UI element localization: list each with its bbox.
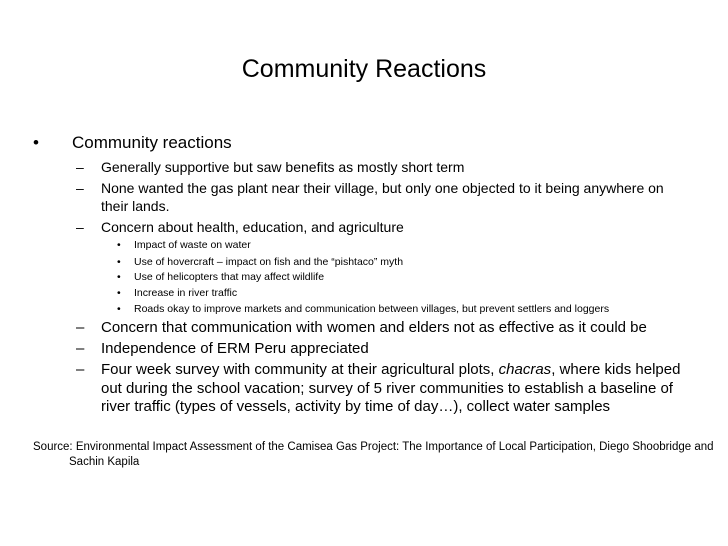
sub-bullet-text: Generally supportive but saw benefits as mostly short term xyxy=(101,159,465,175)
sub-sub-bullet-text: Impact of waste on water xyxy=(134,239,251,251)
sub-bullet-text: Independence of ERM Peru appreciated xyxy=(101,340,369,357)
dot-marker: • xyxy=(117,256,121,268)
dot-marker: • xyxy=(117,287,121,299)
sub-bullet-survey xyxy=(76,361,691,417)
sub-bullet-text xyxy=(101,361,691,417)
dash-marker: – xyxy=(76,219,84,235)
sub-bullet xyxy=(76,179,691,215)
survey-text-before: Four week survey with community at their agricultural plots, xyxy=(101,361,499,378)
sub-bullet-text: None wanted the gas plant near their village, but only one objected to it being anywhere on their lands. xyxy=(101,180,664,214)
bullet-marker: • xyxy=(33,133,39,152)
dot-marker: • xyxy=(117,239,121,251)
sub-bullet-text: Concern about health, education, and agriculture xyxy=(101,219,404,235)
sub-bullet-text: Concern that communication with women and elders not as effective as it could be xyxy=(101,319,647,336)
sub-sub-bullet-text: Roads okay to improve markets and communication between villages, but prevent settlers and loggers xyxy=(134,303,610,315)
dash-marker: – xyxy=(76,361,85,378)
source-citation: Source: Environmental Impact Assessment of the Camisea Gas Project: The Importance of Local Participation, Diego Shoobridge and Sachin Kapila xyxy=(33,441,714,468)
sub-sub-bullet-text: Increase in river traffic xyxy=(134,287,238,299)
survey-text-after: , where kids helped out during the school vacation; survey of 5 river communities to establish a baseline of river traffic (types of vessels, activity by time of day…), collect water samples xyxy=(101,361,681,415)
main-bullet-text: Community reactions xyxy=(72,133,232,152)
dot-marker: • xyxy=(117,303,121,315)
survey-emphasis: chacras xyxy=(498,361,552,378)
dash-marker: – xyxy=(76,180,84,196)
sub-sub-bullet-text: Use of hovercraft – impact on fish and the “pishtaco” myth xyxy=(134,256,404,268)
sub-bullet xyxy=(76,319,691,338)
sub-sub-bullet-text: Use of helicopters that may affect wildlife xyxy=(134,271,325,283)
dash-marker: – xyxy=(76,319,85,336)
dash-marker: – xyxy=(76,159,84,175)
dash-marker: – xyxy=(76,340,85,357)
slide-title: Community Reactions xyxy=(241,55,487,83)
sub-bullet xyxy=(76,158,691,176)
sub-bullet xyxy=(76,340,691,359)
sub-bullet xyxy=(76,218,691,236)
dot-marker: • xyxy=(117,271,121,283)
